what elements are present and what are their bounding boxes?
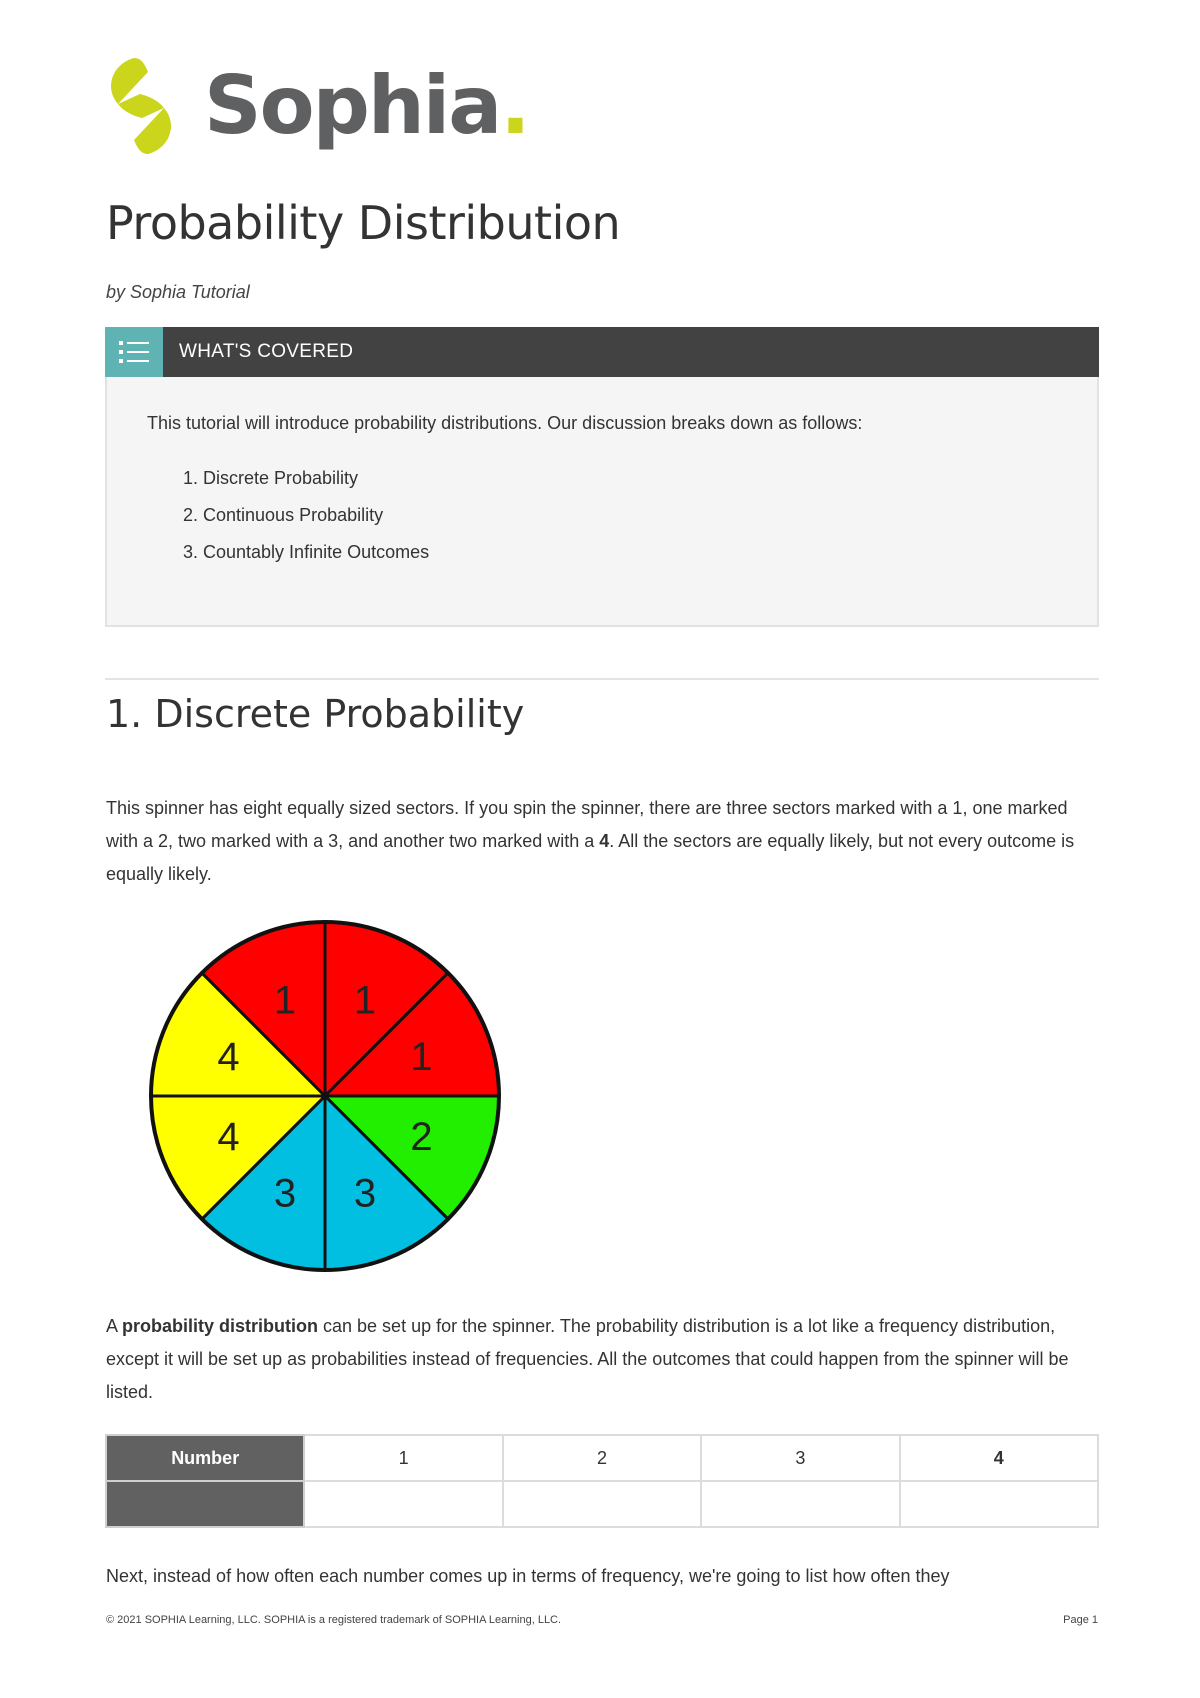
spinner-sector-label: 1 bbox=[410, 1035, 433, 1080]
whats-covered-body bbox=[105, 377, 1099, 627]
spinner-sector-label: 4 bbox=[217, 1035, 240, 1080]
page-title: Probability Distribution bbox=[106, 196, 621, 250]
whats-covered-list bbox=[147, 466, 1057, 565]
table-cell: 3 bbox=[701, 1435, 899, 1481]
sophia-logo bbox=[104, 56, 529, 156]
continuation-paragraph: Next, instead of how often each number comes up in terms of frequency, we're going to list how often they bbox=[106, 1566, 950, 1586]
table-cell bbox=[304, 1481, 502, 1527]
spinner-sector-label: 1 bbox=[353, 978, 377, 1023]
spinner-sector-label: 4 bbox=[217, 1114, 240, 1159]
sophia-wordmark: Sophia. bbox=[204, 59, 529, 152]
footer-copyright: © 2021 SOPHIA Learning, LLC. SOPHIA is a registered trademark of SOPHIA Learning, LLC. bbox=[106, 1614, 562, 1626]
covered-item: 3. Countably Infinite Outcomes bbox=[203, 540, 1057, 565]
spinner-sector-label: 3 bbox=[273, 1171, 297, 1216]
section-title: 1. Discrete Probability bbox=[106, 692, 525, 736]
table-cell bbox=[701, 1481, 899, 1527]
table-cell: 2 bbox=[503, 1435, 701, 1481]
whats-covered-intro: This tutorial will introduce probability distributions. Our discussion breaks down as follows: bbox=[147, 413, 863, 433]
table-row bbox=[106, 1435, 1098, 1481]
whats-covered-title: WHAT'S COVERED bbox=[179, 341, 354, 362]
spinner-sector-label: 1 bbox=[273, 978, 297, 1023]
table-cell: 4 bbox=[900, 1435, 1098, 1481]
byline: by Sophia Tutorial bbox=[106, 282, 250, 302]
footer-page-number: Page 1 bbox=[1063, 1614, 1098, 1626]
table-header-cell bbox=[106, 1481, 304, 1527]
table-cell: 1 bbox=[304, 1435, 502, 1481]
section-divider bbox=[105, 678, 1099, 680]
list-icon bbox=[119, 340, 149, 364]
covered-item: 2. Continuous Probability bbox=[203, 503, 1057, 528]
spinner-sector-label: 2 bbox=[410, 1114, 433, 1159]
covered-item: 1. Discrete Probability bbox=[203, 466, 1057, 491]
sophia-logo-mark-icon bbox=[104, 56, 178, 156]
table-row bbox=[106, 1481, 1098, 1527]
whats-covered-header bbox=[105, 327, 1099, 377]
distribution-paragraph: A probability distribution can be set up for the spinner. The probability distribution is a lot like a frequency distribution, except it will be set up as probabilities instead of frequencies. All the outcomes that could happen from the spinner will be listed. bbox=[106, 1316, 1069, 1402]
distribution-table bbox=[105, 1434, 1099, 1528]
table-cell bbox=[503, 1481, 701, 1527]
whats-covered-box bbox=[105, 327, 1099, 627]
whats-covered-icon-box bbox=[105, 327, 163, 377]
table-cell bbox=[900, 1481, 1098, 1527]
table-header-cell: Number bbox=[106, 1435, 304, 1481]
spinner-sector-label: 3 bbox=[353, 1171, 377, 1216]
spinner-figure bbox=[147, 918, 503, 1274]
spinner-paragraph: This spinner has eight equally sized sectors. If you spin the spinner, there are three sectors marked with a 1, one marked with a 2, two marked with a 3, and another two marked with a 4. All the sectors are equally likely, but not every outcome is equally likely. bbox=[106, 798, 1075, 884]
